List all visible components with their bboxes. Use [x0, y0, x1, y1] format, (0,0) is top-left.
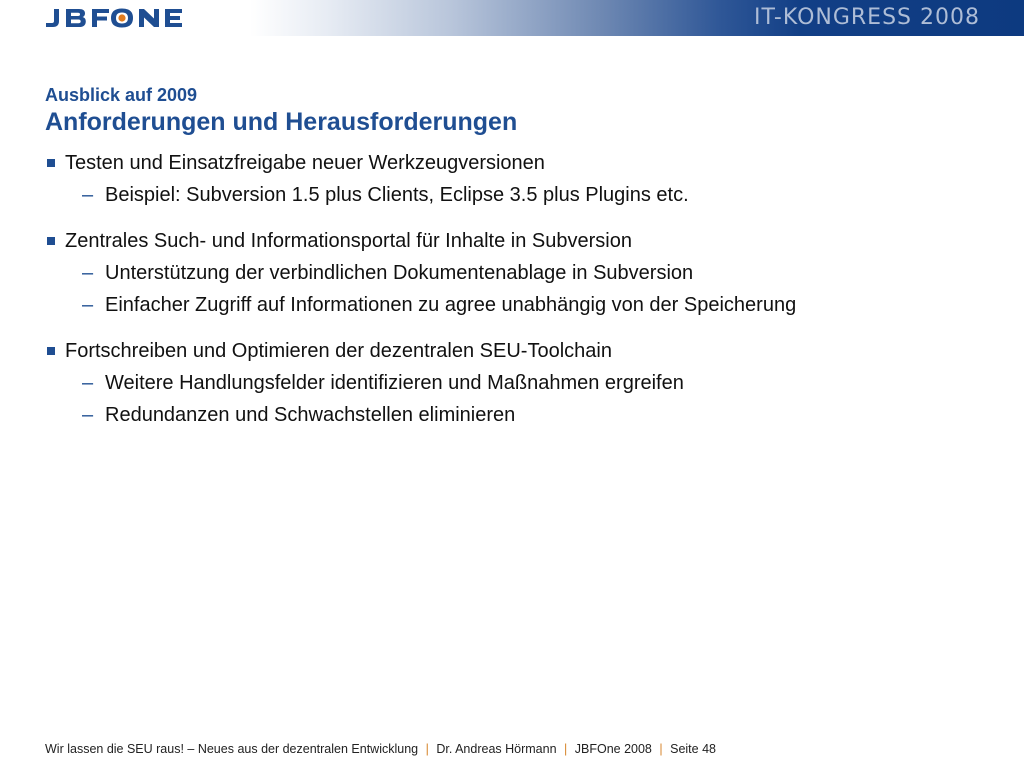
footer-tagline: Wir lassen die SEU raus! – Neues aus der dezentralen Entwicklung	[45, 742, 419, 756]
slide-footer	[45, 742, 716, 756]
square-bullet-icon	[47, 159, 55, 167]
jbfone-logo-icon	[44, 7, 210, 29]
sub-list	[45, 257, 985, 321]
bullet-list	[45, 148, 985, 431]
sub-list	[45, 367, 985, 431]
sub-item	[45, 367, 985, 399]
bullet-text: Fortschreiben und Optimieren der dezentralen SEU-Toolchain	[65, 340, 612, 362]
footer-separator: |	[659, 742, 663, 756]
dash-bullet-icon: –	[82, 262, 94, 284]
footer-separator: |	[564, 742, 568, 756]
jbfone-logo	[44, 7, 210, 29]
slide-subtitle: Ausblick auf 2009	[45, 85, 198, 105]
sub-item	[45, 399, 985, 431]
sub-text: Redundanzen und Schwachstellen eliminieren	[105, 404, 516, 426]
dash-bullet-icon: –	[82, 294, 94, 316]
bullet-item	[45, 148, 985, 211]
footer-author: Dr. Andreas Hörmann	[436, 742, 557, 756]
sub-text: Weitere Handlungsfelder identifizieren und Maßnahmen ergreifen	[105, 372, 684, 394]
bullet-text: Zentrales Such- und Informationsportal für Inhalte in Subversion	[65, 230, 632, 252]
square-bullet-icon	[47, 347, 55, 355]
dash-bullet-icon: –	[82, 184, 94, 206]
sub-item	[45, 257, 985, 289]
dash-bullet-icon: –	[82, 404, 94, 426]
sub-item	[45, 179, 985, 211]
dash-bullet-icon: –	[82, 372, 94, 394]
footer-event: JBFOne 2008	[574, 742, 652, 756]
bullet-item	[45, 336, 985, 431]
congress-title: IT-KONGRESS 2008	[754, 5, 980, 30]
sub-list	[45, 179, 985, 211]
sub-text: Einfacher Zugriff auf Informationen zu agree unabhängig von der Speicherung	[105, 294, 797, 316]
sub-text: Unterstützung der verbindlichen Dokumentenablage in Subversion	[105, 262, 694, 284]
footer-page-number: Seite 48	[670, 742, 716, 756]
sub-text: Beispiel: Subversion 1.5 plus Clients, Eclipse 3.5 plus Plugins etc.	[105, 184, 689, 206]
footer-separator: |	[425, 742, 429, 756]
bullet-item	[45, 226, 985, 321]
square-bullet-icon	[47, 237, 55, 245]
bullet-text: Testen und Einsatzfreigabe neuer Werkzeugversionen	[65, 152, 545, 174]
sub-item	[45, 289, 985, 321]
slide-content	[45, 84, 985, 446]
slide-title: Anforderungen und Herausforderungen	[45, 108, 518, 136]
